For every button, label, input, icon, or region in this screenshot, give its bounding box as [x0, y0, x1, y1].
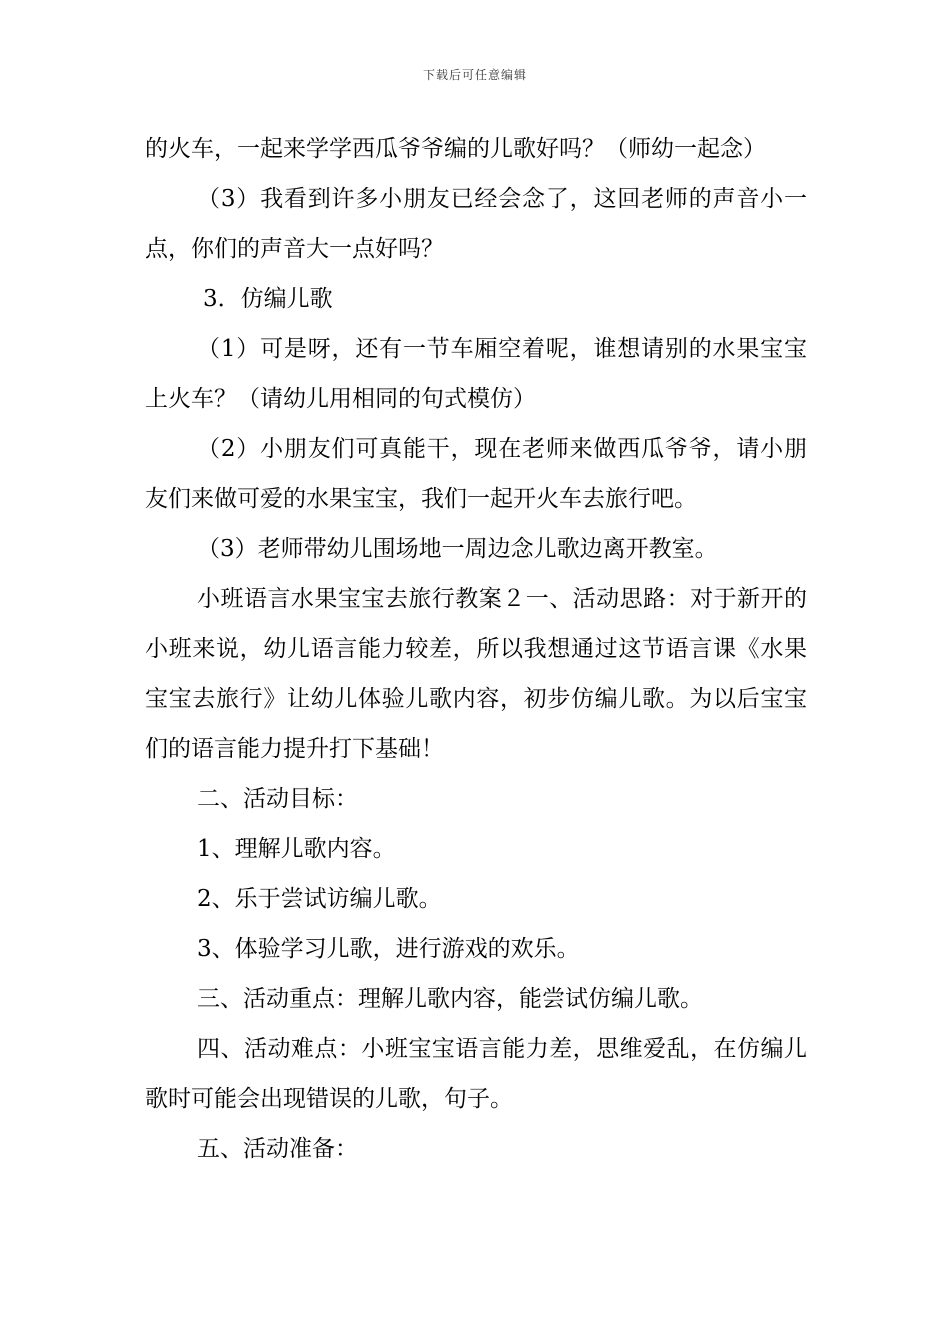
- heading-activity-goals: 二、活动目标：: [197, 786, 358, 812]
- paragraph-imitation-1: （1）可是呀，还有一节车厢空着呢，谁想请别的水果宝宝上火车？（请幼儿用相同的句式模仿）: [145, 336, 807, 412]
- paragraph-lesson-plan-2: 小班语言水果宝宝去旅行教案２一、活动思路：对于新开的小班来说，幼儿语言能力较差，所以我想通过这节语言课《水果宝宝去旅行》让幼儿体验儿歌内容，初步仿编儿歌。为以后宝宝们的语言能力提升打下基础！: [145, 586, 807, 762]
- list-item-goal-3: 3、体验学习儿歌，进行游戏的欢乐。: [197, 936, 580, 962]
- paragraph-continuation: 的火车，一起来学学西瓜爷爷编的儿歌好吗？（师幼一起念）: [145, 136, 766, 162]
- list-item-goal-2: 2、乐于尝试访编儿歌。: [197, 886, 442, 912]
- paragraph-imitation-3: （3）老师带幼儿围场地一周边念儿歌边离开教室。: [197, 536, 718, 562]
- paragraph-imitation-2: （2）小朋友们可真能干，现在老师来做西瓜爷爷，请小朋友们来做可爱的水果宝宝，我们一起开火车去旅行吧。: [145, 436, 807, 512]
- section-heading-imitation: 3．仿编儿歌: [203, 286, 333, 312]
- document-body: [145, 124, 807, 1174]
- heading-activity-difficulty: 四、活动难点：小班宝宝语言能力差，思维爱乱，在仿编儿歌时可能会出现错误的儿歌，句子。: [145, 1036, 807, 1112]
- paragraph-step-3: （3）我看到许多小朋友已经会念了，这回老师的声音小一点，你们的声音大一点好吗？: [145, 186, 807, 262]
- heading-activity-preparation: 五、活动准备：: [197, 1136, 358, 1162]
- heading-activity-focus: 三、活动重点：理解儿歌内容，能尝试仿编儿歌。: [197, 986, 703, 1012]
- list-item-goal-1: 1、理解儿歌内容。: [197, 836, 396, 862]
- page-header: 下载后可任意编辑: [422, 68, 527, 82]
